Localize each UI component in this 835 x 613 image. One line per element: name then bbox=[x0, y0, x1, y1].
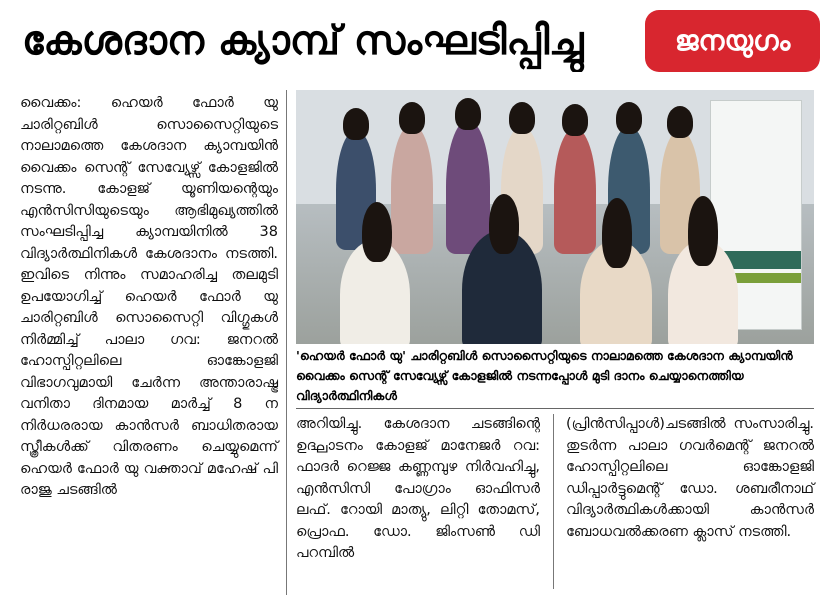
photo-person-hair bbox=[455, 98, 481, 130]
article-body-right: (പ്രിൻസിപ്പാൾ)ചടങ്ങിൽ സംസാരിച്ചു. തുടർന്ന പാലാ ഗവർമെന്റ് ജനറൽ ഹോസ്പിറ്റലിലെ ഓങ്കോളജി ഡിപ്പാർട്ടുമെന്റ് ഡോ. ശബരീനാഥ് വിദ്യാർത്ഥികൾക്കായി കാൻസർ ബോധവൽക്കരണ ക്ലാസ് നടത്തി. bbox=[566, 416, 814, 540]
article-body-left: വൈക്കം: ഹെയർ ഫോർ യു ചാരിറ്റബിൾ സൊസൈറ്റിയുടെ നാലാമത്തെ കേശദാന ക്യാമ്പയിൻ വൈക്കം സെന്റ് സേവ്യേഴ്സ് കോളജിൽ നടന്നു. കോളജ് യൂണിയന്റെയും എൻസിസിയുടെയും ആഭിമുഖ്യത്തിൽ സംഘടിപ്പിച്ച ക്യാമ്പയിനിൽ 38 വിദ്യാർത്ഥിനികൾ കേശദാനം നടത്തി. ഇവിടെ നിന്നും സമാഹരിച്ച തലമുടി ഉപയോഗിച്ച് ഹെയർ ഫോർ യു ചാരിറ്റബിൾ സൊസൈറ്റി വിഗ്ഗുകൾ നിർമ്മിച്ച് പാലാ ഗവ: ജനറൽ ഹോസ്പിറ്റലിലെ ഓങ്കോളജി വിഭാഗവുമായി ചേർന്ന അന്താരാഷ്ട്ര വനിതാ ദിനമായ മാർച്ച് 8 ന നിർധരരായ കാൻസർ ബാധിതരായ സ്ത്രീകൾക്ക് വിതരണം ചെയ്യുമെന്ന് ഹെയർ ഫോർ യു വക്താവ് മഹേഷ് പി രാജു ചടങ്ങിൽ bbox=[20, 95, 278, 498]
article-headline: കേശദാന ക്യാമ്പ് സംഘടിപ്പിച്ചു bbox=[22, 18, 584, 64]
photo-person-hair bbox=[362, 202, 392, 262]
photo-person-hair bbox=[616, 102, 642, 134]
photo-person bbox=[391, 124, 433, 254]
photo-person-hair bbox=[667, 106, 693, 138]
article-column-middle bbox=[296, 414, 540, 565]
photo-person-hair bbox=[399, 102, 425, 134]
column-divider bbox=[286, 90, 287, 595]
column-divider bbox=[553, 414, 554, 589]
photo-person bbox=[554, 128, 596, 254]
photo-person-hair bbox=[489, 194, 519, 254]
photo-person-hair bbox=[602, 198, 632, 268]
article-photo bbox=[296, 90, 814, 344]
photo-person-hair bbox=[343, 108, 369, 140]
photo-person-hair bbox=[509, 102, 535, 134]
publication-badge: ജനയുഗം bbox=[645, 10, 820, 72]
photo-person bbox=[446, 120, 490, 254]
photo-person-hair bbox=[688, 196, 718, 266]
caption-divider bbox=[296, 408, 814, 409]
article-column-left bbox=[20, 93, 278, 593]
photo-person-hair bbox=[562, 104, 588, 136]
article-body-middle: അറിയിച്ചു. കേശദാന ചടങ്ങിന്റെ ഉദ്ഘാടനം കോളജ് മാനേജർ റവ: ഫാദർ റെജ്ജ കണ്ണമ്പുഴ നിർവഹിച്ചു, എൻസിസി പോഗ്രാം ഓഫിസർ ലഫ്. റോയി മാത്യു, ലിറ്റി തോമസ്, പ്രൊഫ. ഡോ. ജിംസൺ ഡി പറമ്പിൽ bbox=[296, 416, 540, 561]
article-column-right bbox=[566, 414, 814, 543]
photo-caption: 'ഹെയർ ഫോർ യു' ചാരിറ്റബിൾ സൊസൈറ്റിയുടെ നാലാമത്തെ കേശദാന ക്യാമ്പയിൻ വൈക്കം സെന്റ് സേവ്യേഴ്സ് കോളജിൽ നടന്നപ്പോൾ മുടി ദാനം ചെയ്യാനെത്തിയ വിദ്യാർത്ഥിനികൾ bbox=[296, 348, 793, 403]
